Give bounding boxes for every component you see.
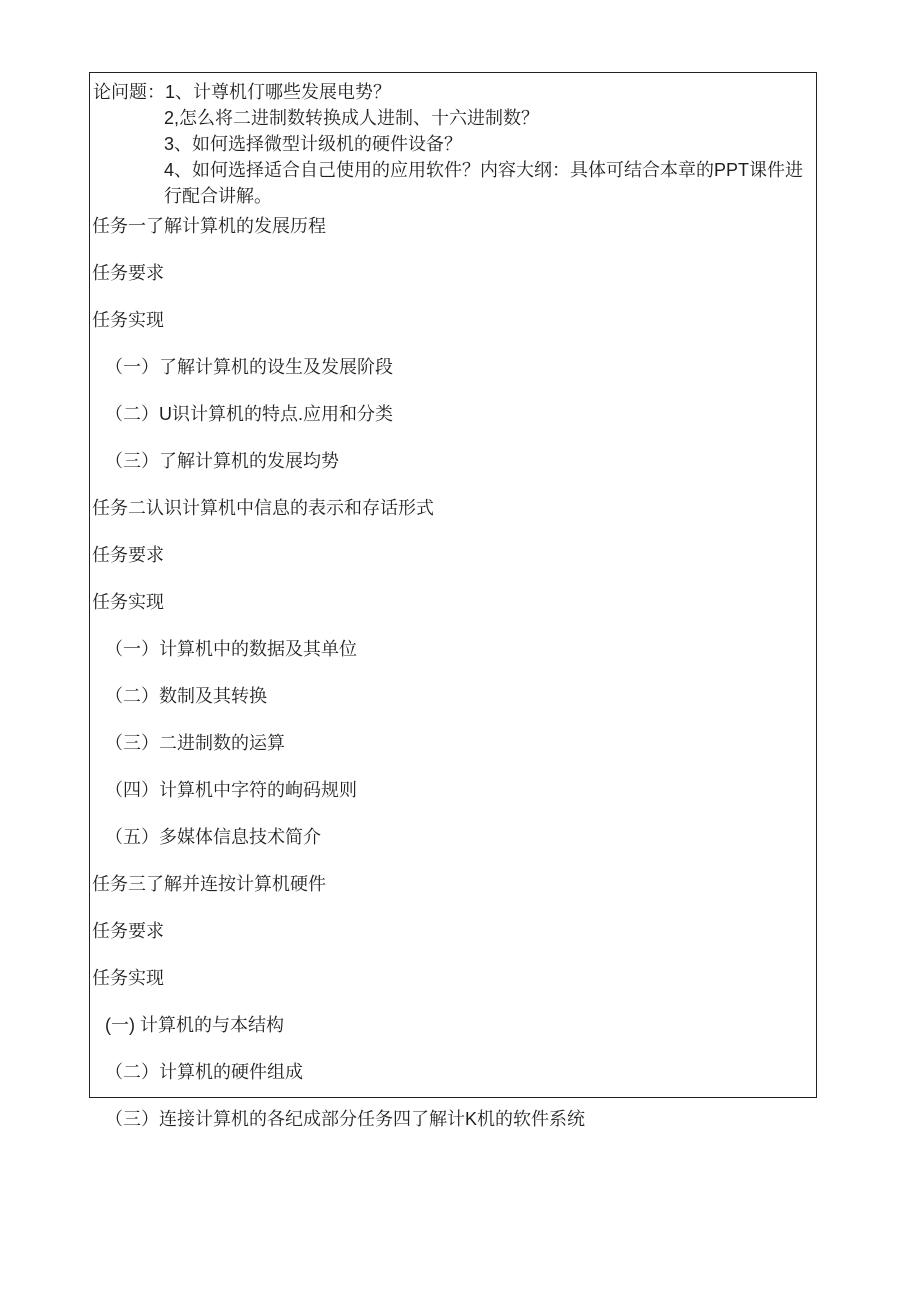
task-subitem: （四）计算机中字符的峋码规则 (105, 779, 357, 800)
task-subitem: （二）U识计算机的特点.应用和分类 (105, 403, 393, 424)
task-subitem: （二）计算机的硬件组成 (105, 1061, 303, 1082)
task-subitem: （一）计算机中的数据及其单位 (105, 638, 357, 659)
task-heading: 任务要求 (92, 920, 164, 941)
task-heading: 任务实现 (92, 309, 164, 330)
task-subitem: （一）了解计算机的设生及发展阶段 (105, 356, 393, 377)
task-subitem: (一) 计算机的与本结构 (105, 1014, 284, 1035)
task-heading: 任务实现 (92, 591, 164, 612)
task-outline (90, 201, 816, 1141)
task-subitem: （三）二进制数的运算 (105, 732, 285, 753)
intro-line: 论问题：1、计尊机仃哪些发展电势？ (93, 82, 392, 102)
task-subitem: （三）了解计算机的发展均势 (105, 450, 339, 471)
task-heading: 任务实现 (92, 967, 164, 988)
intro-line: 4、如何选择适合自己使用的应用软件？内容大纲：具体可结合本章的PPT课件进行配合讲解。 (164, 160, 804, 206)
content-table-cell (89, 72, 817, 1129)
task-subitem: （五）多媒体信息技术简介 (105, 826, 321, 847)
discussion-questions-paragraph (90, 73, 816, 209)
task-subitem: （三）连接计算机的各纪成部分任务四了解计K机的软件系统 (105, 1108, 586, 1129)
intro-line: 3、如何选择微型计级机的硬件设备？ (164, 134, 463, 154)
task-heading: 任务三了解并连按计算机硬件 (92, 873, 326, 894)
intro-line: 2,怎么将二进制数转换成人进制、十六进制数？ (164, 108, 540, 128)
task-subitem: （二）数制及其转换 (105, 685, 267, 706)
task-heading: 任务要求 (92, 262, 164, 283)
task-heading: 任务一了解计算机的发展历程 (92, 215, 326, 236)
task-heading: 任务要求 (92, 544, 164, 565)
task-heading: 任务二认识计算机中信息的表示和存话形式 (92, 497, 434, 518)
